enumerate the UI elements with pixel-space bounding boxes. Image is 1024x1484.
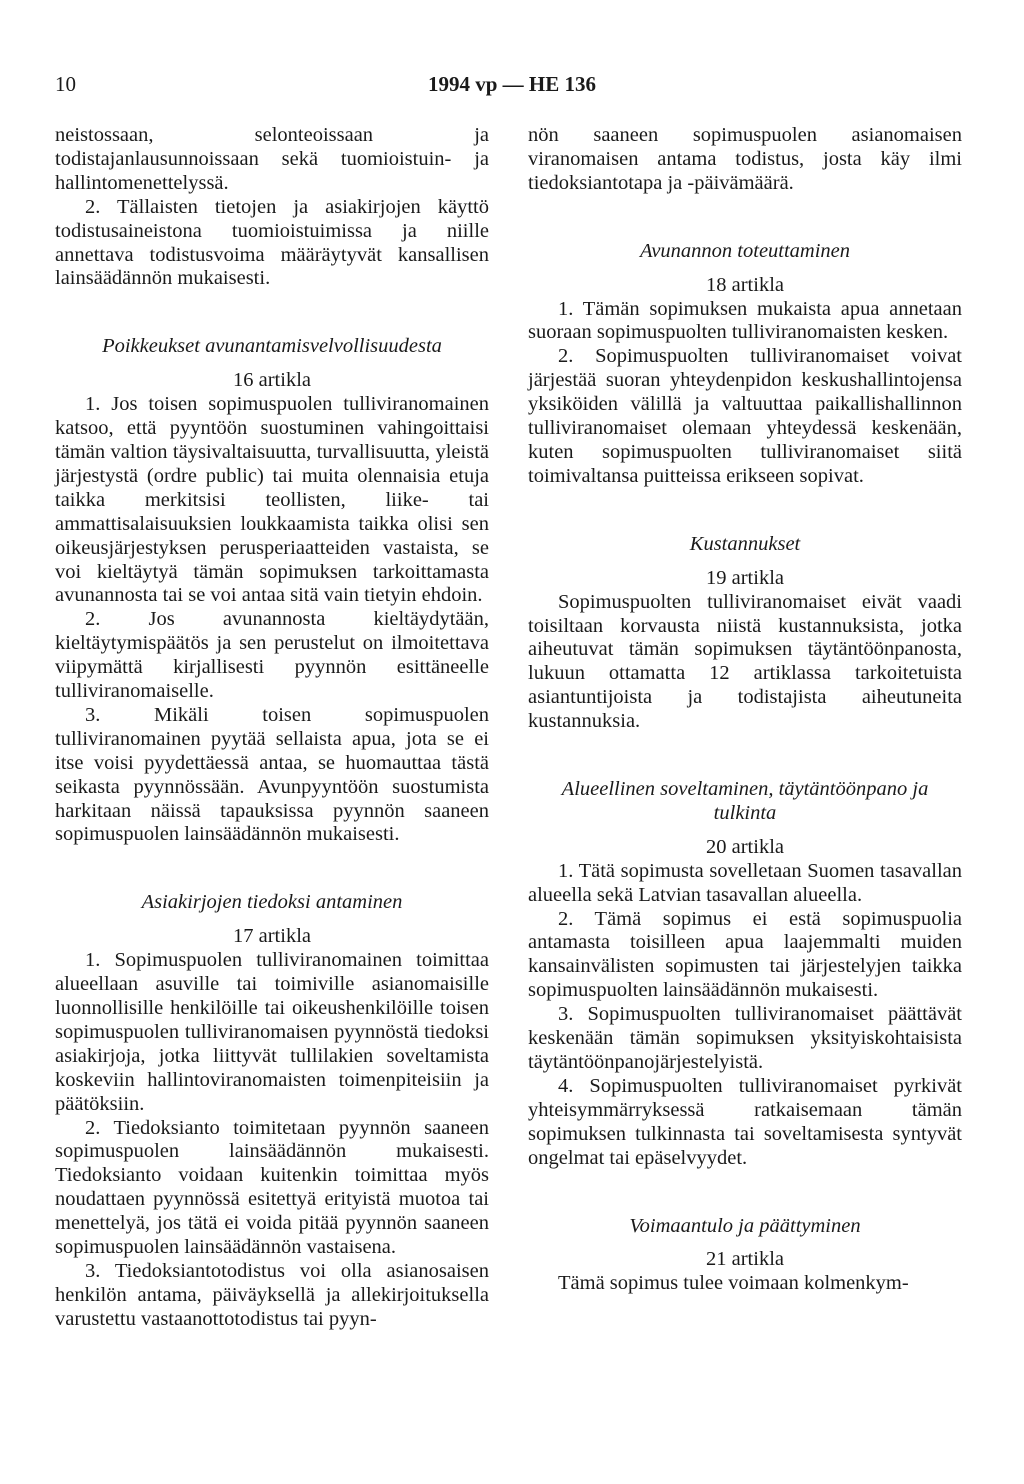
paragraph: 2. Jos avunannosta kieltäydytään, kieltäytymispäätös ja sen perustelut on ilmoitettava viipymättä kirjallisesti pyynnön esittäneelle tulliviranomaiselle. [55,608,489,703]
paragraph: 1. Jos toisen sopimuspuolen tulliviranomainen katsoo, että pyyntöön suostuminen vahingoittaisi tämän valtion täysivaltaisuutta, turvallisuutta, yleistä järjestystä (ordre public) tai muita olennaisia etuja taikka merkitsisi teollisten, liike- tai ammattisalaisuuksien loukkaamista taikka olisi sen oikeusjärjestyksen perusperiaatteiden vastaista, se voi kieltäytyä tämän sopimuksen tarkoittamasta avunannosta tai se voi antaa sitä vain tietyin ehdoin. [55,393,489,607]
paragraph: 2. Tiedoksianto toimitetaan pyynnön saaneen sopimuspuolen lainsäädännön mukaisesti. Tiedoksianto voidaan kuitenkin toimittaa myös noudattaen pyynnössä esitettyä erityistä muotoa tai menettelyä, jos tätä ei voida pitää pyynnön saaneen sopimuspuolen lainsäädännön vastaisena. [55,1116,489,1259]
paragraph: Sopimuspuolten tulliviranomaiset eivät vaadi toisiltaan korvausta niistä kustannuksista, jotka aiheutuvat tämän sopimuksen täytäntöönpanosta, lukuun ottamatta 12 artiklassa tarkoitetuista asiantuntijoista ja todistajista aiheutuneita kustannuksia. [528,590,962,733]
paragraph: 1. Tätä sopimusta sovelletaan Suomen tasavallan alueella sekä Latvian tasavallan alueella. [528,859,962,906]
paragraph: nön saaneen sopimuspuolen asianomaisen viranomaisen antama todistus, josta käy ilmi tiedoksiantotapa ja -päivämäärä. [528,124,962,194]
page-number: 10 [55,72,76,96]
page-header [0,72,1024,102]
article-number: 19 artikla [706,566,784,589]
paragraph: 2. Sopimuspuolten tulliviranomaiset voivat järjestää suoran yhteydenpidon keskushallintojensa yksiköiden välillä ja valtuuttaa paikallishallinnon tulliviranomaiset olemaan yhteydessä keskenään, kuten sopimuspuolten tulliviranomaiset siitä toimivaltansa puitteissa erikseen sopivat. [528,345,962,487]
article-number: 18 artikla [706,273,784,296]
paragraph: 1. Tämän sopimuksen mukaista apua annetaan suoraan sopimuspuolten tulliviranomaisten kesken. [528,297,962,344]
section-heading: Avunannon toteuttaminen [639,239,851,262]
running-title: 1994 vp — HE 136 [427,72,597,96]
section-heading: Voimaantulo ja päättyminen [629,1214,861,1237]
paragraph: 3. Mikäli toisen sopimuspuolen tulliviranomainen pyytää sellaista apua, jota se ei itse voisi pyydettäessä antaa, se huomauttaa tästä seikasta pyynnössään. Avunpyyntöön suostumista harkitaan näissä tapauksissa pyynnön saaneen sopimuspuolen lainsäädännön mukaisesti. [55,703,489,846]
article-number: 16 artikla [233,369,311,392]
paragraph: neistossaan, selonteoissaan ja todistajanlausunnoissaan sekä tuomioistuin- ja hallintomenettelyssä. [55,124,489,194]
right-column [528,124,962,1296]
paragraph: Tämä sopimus tulee voimaan kolmenkym- [558,1272,909,1295]
section-heading: Asiakirjojen tiedoksi antaminen [141,891,403,914]
section-heading: Alueellinen soveltaminen, täytäntöönpano ja tulkinta [561,778,929,824]
left-column [55,124,489,1332]
section-heading: Kustannukset [689,532,801,555]
paragraph: 4. Sopimuspuolten tulliviranomaiset pyrkivät yhteisymmärryksessä ratkaisemaan tämän sopimuksen tulkinnasta tai soveltamisesta syntyvät ongelmat tai epäselvyydet. [528,1074,962,1169]
article-number: 17 artikla [233,925,311,948]
paragraph: 1. Sopimuspuolen tulliviranomainen toimittaa alueellaan asuville tai toimiville asianomaisille luonnollisille henkilöille tai oikeushenkilöille toisen sopimuspuolen tulliviranomaisen pyynnöstä tiedoksi asiakirjoja, jotka liittyvät tullilakien soveltamista koskeviin hallintoviranomaisten toimenpiteisiin ja päätöksiin. [55,949,489,1115]
paragraph: 2. Tällaisten tietojen ja asiakirjojen käyttö todistusaineistona tuomioistuimissa ja niille annettava todistusvoima määräytyvät kansallisen lainsäädännön mukaisesti. [55,195,489,290]
paragraph: 2. Tämä sopimus ei estä sopimuspuolia antamasta toisilleen apua laajemmalti muiden kansainvälisten sopimusten tai järjestelyjen taikka sopimuspuolten lainsäädännön mukaisesti. [528,907,962,1002]
section-heading: Poikkeukset avunantamisvelvollisuudesta [102,335,442,358]
article-number: 20 artikla [706,835,784,858]
article-number: 21 artikla [706,1248,784,1271]
paragraph: 3. Sopimuspuolten tulliviranomaiset päättävät keskenään tämän sopimuksen yksityiskohtaisista täytäntöönpanojärjestelyistä. [528,1003,962,1073]
paragraph: 3. Tiedoksiantotodistus voi olla asianosaisen henkilön antama, päiväyksellä ja allekirjoituksella varustettu vastaanottotodistus tai pyyn- [55,1259,489,1330]
